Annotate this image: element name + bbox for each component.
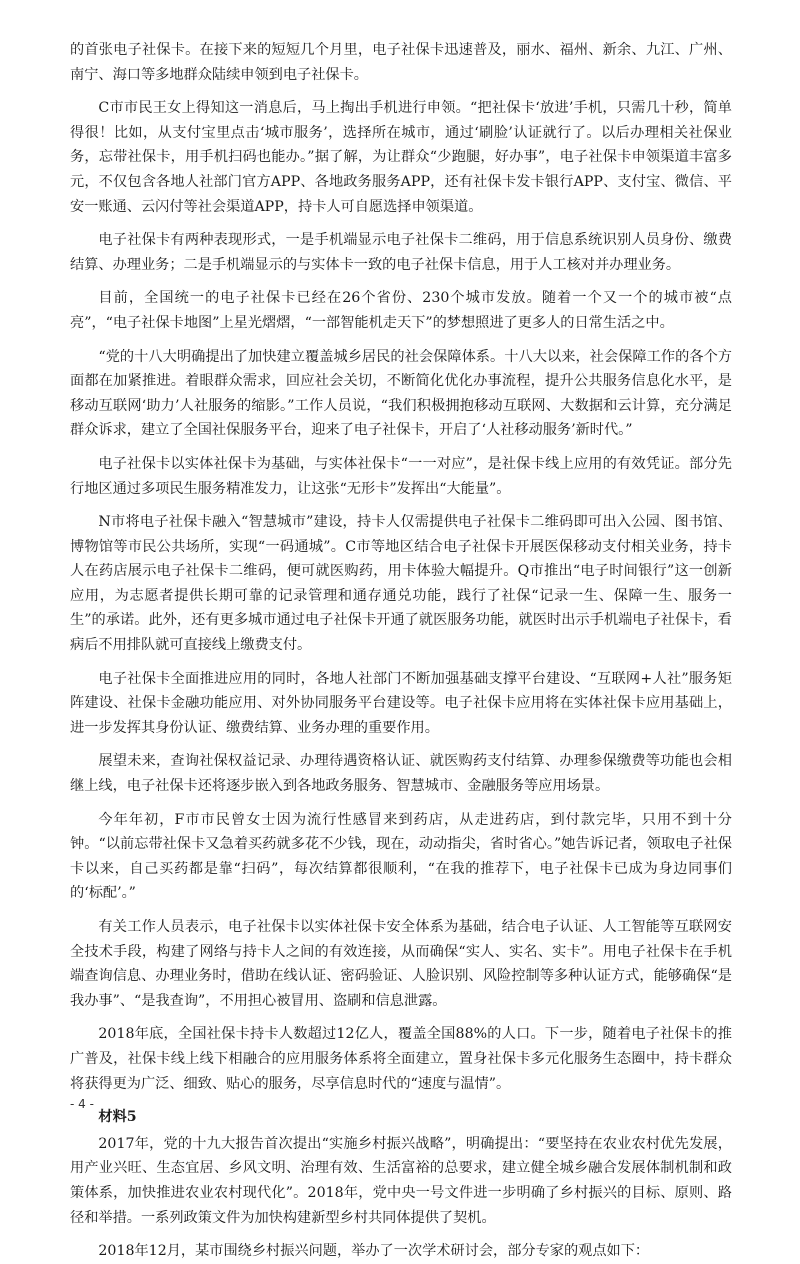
paragraph-10: 今年年初，F市市民曾女士因为流行性感冒来到药店，从走进药店，到付款完毕，只用不到十分钟。“以前忘带社保卡又急着买药就多花不少钱，现在，动动指尖，省时省心。”她告诉记者，领取电子社保卡以来，自己买药都是靠“扫码”，每次结算都很顺利，“在我的推荐下，电子社保卡已成为身边同事们的‘标配’。” [70, 811, 732, 902]
section-paragraph-2: 2018年12月，某市围绕乡村振兴问题，举办了一次学术研讨会，部分专家的观点如下： [98, 1243, 650, 1260]
paragraph-5: “党的十八大明确提出了加快建立覆盖城乡居民的社会保障体系。十八大以来，社会保障工作的各个方面都在加紧推进。着眼群众需求，回应社会关切，不断简化优化办事流程，提升公共服务信息化水平，是移动互联网‘助力’人社服务的缩影。”工作人员说，“我们积极拥抱移动互联网、大数据和云计算，充分满足群众诉求，建立了全国社保服务平台，迎来了电子社保卡，开启了‘人社移动服务’新时代。” [70, 348, 732, 439]
paragraph-12: 2018年底，全国社保卡持卡人数超过12亿人，覆盖全国88%的人口。下一步，随着电子社保卡的推广普及，社保卡线上线下相融合的应用服务体系将全面建立，置身社保卡多元化服务生态圈中，持卡群众将获得更为广泛、细致、贴心的服务，尽享信息时代的“速度与温情”。 [70, 1026, 732, 1092]
paragraph-11: 有关工作人员表示，电子社保卡以实体社保卡安全体系为基础，结合电子认证、人工智能等互联网安全技术手段，构建了网络与持卡人之间的有效连接，从而确保“实人、实名、实卡”。用电子社保卡在手机端查询信息、办理业务时，借助在线认证、密码验证、人脸识别、风险控制等多种认证方式，能够确保“是我办事”、“是我查询”，不用担心被冒用、盗刷和信息泄露。 [70, 919, 732, 1009]
paragraph-4: 目前，全国统一的电子社保卡已经在26个省份、230个城市发放。随着一个又一个的城市被“点亮”，“电子社保卡地图”上星光熠熠，“一部智能机走天下”的梦想照进了更多人的日常生活之中。 [70, 290, 732, 331]
paragraph-9: 展望未来，查询社保权益记录、办理待遇资格认证、就医购药支付结算、办理参保缴费等功能也会相继上线，电子社保卡还将逐步嵌入到各地政务服务、智慧城市、金融服务等应用场景。 [70, 753, 732, 795]
paragraph-3: 电子社保卡有两种表现形式，一是手机端显示电子社保卡二维码，用于信息系统识别人员身份、缴费结算、办理业务；二是手机端显示的与实体卡一致的电子社保卡信息，用于人工核对并办理业务。 [70, 232, 732, 273]
section-heading: 材料5 [98, 1109, 137, 1126]
section-paragraph-1: 2017年，党的十九大报告首次提出“实施乡村振兴战略”，明确提出：“要坚持在农业农村优先发展，用产业兴旺、生态宜居、乡风文明、治理有效、生活富裕的总要求，建立健全城乡融合发展体制机制和政策体系，加快推进农业农村现代化”。2018年，党中央一号文件进一步明确了乡村振兴的目标、原则、路径和举措。一系列政策文件为加快构建新型乡村共同体提供了契机。 [70, 1135, 732, 1226]
paragraph-8: 电子社保卡全面推进应用的同时，各地人社部门不断加强基础支撑平台建设、“互联网+人社”服务矩阵建设、社保卡金融功能应用、对外协同服务平台建设等。电子社保卡应用将在实体社保卡应用基础上，进一步发挥其身份认证、缴费结算、业务办理的重要作用。 [70, 670, 732, 736]
page-number: - 4 - [70, 1097, 94, 1111]
paragraph-1: 的首张电子社保卡。在接下来的短短几个月里，电子社保卡迅速普及，丽水、福州、新余、九江、广州、南宁、海口等多地群众陆续申领到电子社保卡。 [70, 42, 732, 83]
paragraph-7: N市将电子社保卡融入“智慧城市”建设，持卡人仅需提供电子社保卡二维码即可出入公园、图书馆、博物馆等市民公共场所，实现“一码通城”。C市等地区结合电子社保卡开展医保移动支付相关业务，持卡人在药店展示电子社保卡二维码，便可就医购药，用卡体验大幅提升。Q市推出“电子时间银行”这一创新应用，为志愿者提供长期可靠的记录管理和通存通兑功能，践行了社保“记录一生、保障一生、服务一生”的承诺。此外，还有更多城市通过电子社保卡开通了就医服务功能，就医时出示手机端电子社保卡，看病后不用排队就可直接线上缴费支付。 [70, 514, 732, 654]
paragraph-2: C市市民王女上得知这一消息后，马上掏出手机进行申领。“把社保卡‘放进’手机，只需几十秒，简单得很！比如，从支付宝里点击‘城市服务’，选择所在城市，通过‘刷脸’认证就行了。以后办理相关社保业务，忘带社保卡，用手机扫码也能办。”据了解，为让群众“少跑腿，好办事”，电子社保卡申领渠道丰富多元，不仅包含各地人社部门官方APP、各地政务服务APP，还有社保卡发卡银行APP、支付宝、微信、平安一账通、云闪付等社会渠道APP，持卡人可自愿选择申领渠道。 [70, 100, 732, 215]
paragraph-6: 电子社保卡以实体社保卡为基础，与实体社保卡“一一对应”，是社保卡线上应用的有效凭证。部分先行地区通过多项民生服务精准发力，让这张“无形卡”发挥出“大能量”。 [70, 455, 732, 497]
